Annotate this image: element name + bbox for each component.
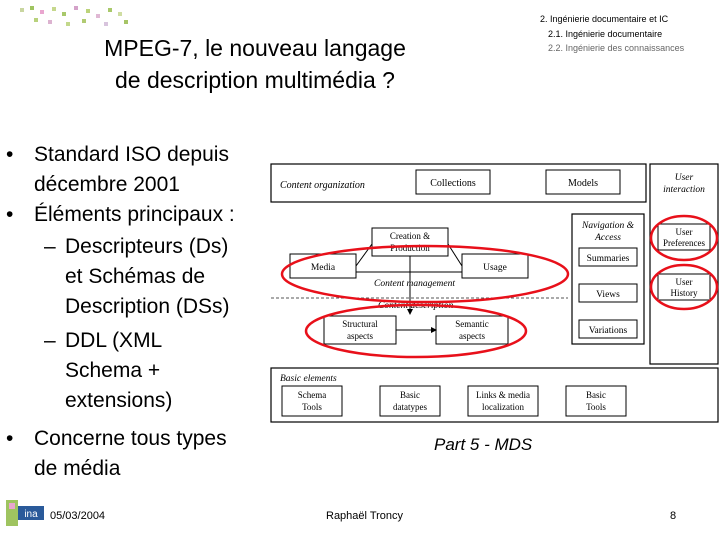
footer-author: Raphaël Troncy	[326, 510, 404, 522]
variations-label: Variations	[588, 326, 628, 336]
bullet-text: Standard ISO depuis	[34, 143, 229, 166]
footer-page-number: 8	[670, 510, 677, 522]
logo-text: ina	[24, 509, 38, 520]
links-label-2: localization	[482, 402, 524, 412]
title-line-2: de description multimédia ?	[115, 67, 395, 93]
basic-tools-label-1: Basic	[586, 390, 606, 400]
views-label: Views	[596, 290, 620, 300]
schema-tools-label-2: Tools	[302, 402, 322, 412]
title-line-1: MPEG-7, le nouveau langage	[104, 35, 406, 61]
subbullet-text: Descripteurs (Ds)	[65, 235, 229, 258]
user-interaction-label-1: User	[674, 173, 694, 183]
subbullet-marker: –	[44, 235, 56, 258]
breadcrumb-item-3: 2.2. Ingénierie des connaissances	[548, 43, 685, 53]
basic-elements-label: Basic elements	[280, 374, 337, 384]
user-history-label-1: User	[675, 277, 693, 287]
basic-datatypes-label-1: Basic	[400, 390, 420, 400]
bullet-marker: •	[6, 203, 14, 226]
bullet-marker: •	[6, 427, 14, 450]
content-management-label: Content management	[374, 279, 456, 289]
user-interaction-label-2: interaction	[663, 185, 705, 195]
basic-datatypes-label-2: datatypes	[393, 402, 427, 412]
subbullet-text: et Schémas de	[65, 265, 206, 288]
basic-tools-label-2: Tools	[586, 402, 606, 412]
semantic-label-2: aspects	[459, 331, 485, 341]
links-label-1: Links & media	[476, 390, 530, 400]
subbullet-text: DDL (XML	[65, 329, 163, 352]
bullet-text: de média	[34, 457, 121, 480]
structural-label-1: Structural	[342, 319, 378, 329]
subbullet-text: Schema +	[65, 359, 161, 382]
navigation-label-1: Navigation &	[582, 221, 634, 231]
schema-tools-label-1: Schema	[297, 390, 327, 400]
creation-label-2: Production	[390, 243, 430, 253]
bullet-text: Concerne tous types	[34, 427, 227, 450]
bullet-text: décembre 2001	[34, 173, 180, 196]
collections-label: Collections	[430, 178, 476, 189]
user-history-label-2: History	[670, 288, 698, 298]
footer-date: 05/03/2004	[50, 510, 106, 522]
breadcrumb-item-1: 2. Ingénierie documentaire et IC	[540, 14, 669, 24]
subbullet-marker: –	[44, 329, 56, 352]
semantic-label-1: Semantic	[455, 319, 489, 329]
breadcrumb-item-2: 2.1. Ingénierie documentaire	[548, 29, 663, 39]
models-label: Models	[568, 178, 598, 189]
user-preferences-label-2: Preferences	[663, 238, 705, 248]
media-label: Media	[310, 263, 336, 273]
user-preferences-label-1: User	[675, 227, 693, 237]
subbullet-text: extensions)	[65, 389, 173, 412]
navigation-label-2: Access	[595, 233, 621, 243]
bullet-marker: •	[6, 143, 14, 166]
content-description-label: Content description	[378, 301, 454, 311]
usage-label: Usage	[483, 263, 507, 273]
slide-title	[20, 32, 490, 96]
ina-logo	[6, 500, 44, 526]
summaries-label: Summaries	[586, 254, 630, 264]
content-organization-label: Content organization	[280, 180, 365, 191]
subbullet-text: Description (DSs)	[65, 295, 230, 318]
diagram-caption: Part 5 - MDS	[434, 435, 533, 454]
mds-diagram	[268, 162, 720, 424]
structural-label-2: aspects	[347, 331, 373, 341]
bullet-text: Éléments principaux :	[34, 203, 235, 226]
creation-label-1: Creation &	[389, 231, 431, 241]
